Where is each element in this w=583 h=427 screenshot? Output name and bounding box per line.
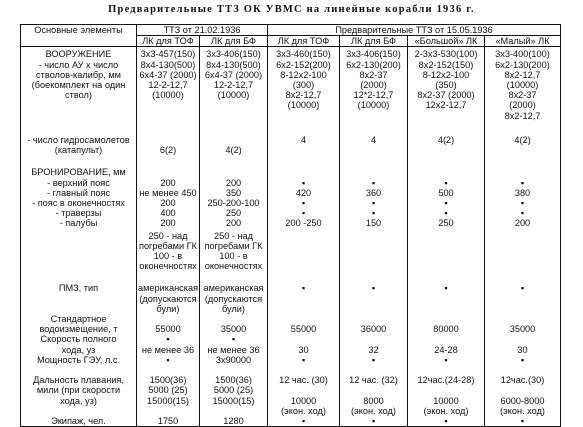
- table-cell: [137, 271, 200, 314]
- cell-value: (2000): [509, 100, 536, 111]
- cell-value: 3х3-406(150): [206, 49, 261, 60]
- table-row-seaplanes: [21, 121, 561, 155]
- row-label-line: Дальность плавания,: [33, 375, 124, 386]
- cell-value: (экон. ход): [423, 405, 469, 416]
- cell-value: 200 -250: [285, 218, 322, 229]
- table-row-speed: [21, 334, 561, 354]
- cell-value: 380: [514, 187, 531, 198]
- cell-value: (10000): [217, 90, 250, 101]
- cell-value: 350: [225, 187, 242, 198]
- table-cell: [268, 416, 340, 427]
- row-label-line: - главный пояс: [46, 187, 111, 198]
- cell-value: 12 час. (32): [349, 375, 398, 386]
- cell-value: 32: [368, 344, 379, 355]
- table-cell: [408, 155, 485, 228]
- table-row-armor: [21, 155, 561, 228]
- cell-value: [269, 334, 338, 344]
- cell-value: (10000): [506, 80, 539, 91]
- cell-value: (10000): [152, 90, 184, 101]
- cell-value: 8х2-152(150): [418, 59, 474, 70]
- cell-value: [269, 157, 338, 167]
- cell-value: 1500(36): [215, 375, 252, 386]
- header-col-5: «Большой» ЛК: [408, 36, 485, 47]
- cell-value: ▪: [301, 208, 306, 219]
- cell-value: [341, 231, 406, 241]
- cell-value: ▪: [301, 283, 306, 294]
- cell-value: [341, 334, 406, 344]
- cell-value: 12-2-12,7: [148, 80, 188, 91]
- cell-value: ▪: [371, 283, 376, 294]
- row-label: [21, 416, 137, 427]
- cell-value: ▪: [444, 415, 448, 426]
- table-cell: [137, 365, 200, 416]
- cell-value: 200: [225, 177, 242, 188]
- table-cell: [268, 121, 340, 155]
- cell-value: [409, 334, 483, 344]
- row-label-line: - число АУ х число: [38, 59, 119, 70]
- cell-value: (экон. ход): [351, 405, 396, 416]
- cell-value: ▪: [520, 198, 525, 209]
- row-label: [21, 271, 137, 314]
- cell-value: 3х3-406(150): [346, 49, 401, 60]
- cell-value: 8х2-12,7: [285, 90, 322, 101]
- cell-value: [269, 231, 338, 241]
- cell-value: не менее 36: [207, 344, 260, 355]
- cell-value: 6х2-152(200): [276, 59, 331, 70]
- header-col-6: «Малый» ЛК: [485, 36, 561, 47]
- table-cell: [485, 229, 561, 272]
- cell-value: 8х2-37: [508, 90, 537, 101]
- cell-value: ▪: [520, 415, 525, 426]
- table-cell: [408, 121, 485, 155]
- cell-value: 6000-8000: [500, 395, 545, 406]
- cell-value: 150: [365, 218, 382, 229]
- row-label-line: [22, 231, 135, 241]
- cell-value: 200: [160, 218, 176, 229]
- cell-value: 35000: [509, 324, 536, 335]
- cell-value: 3х3-460(150): [276, 49, 331, 60]
- cell-value: 4(2): [514, 134, 531, 145]
- row-label-line: - пояс в оконечностях: [32, 198, 125, 209]
- cell-value: 4: [300, 134, 307, 145]
- cell-value: 200: [514, 218, 531, 229]
- table-cell: [485, 355, 561, 365]
- table-cell: [137, 314, 200, 334]
- cell-value: 8х2-37: [359, 69, 388, 80]
- cell-value: 250-200-100: [207, 198, 260, 209]
- cell-value: 12*2-12,7: [353, 90, 394, 101]
- header-col-3: ЛК для ТОФ: [268, 36, 340, 47]
- cell-value: [269, 167, 338, 177]
- table-cell: [268, 334, 340, 354]
- table-cell: [408, 334, 485, 354]
- table-cell: [485, 334, 561, 354]
- table-cell: [268, 155, 340, 228]
- cell-value: (2000): [360, 80, 387, 91]
- row-label-line: водоизмещение, т: [39, 324, 118, 335]
- cell-value: ▪: [371, 177, 376, 188]
- table-cell: [408, 47, 485, 121]
- cell-value: погребами ГК: [138, 240, 198, 251]
- table-cell: [137, 229, 200, 272]
- cell-value: [409, 157, 483, 167]
- header-row-groups: [21, 25, 561, 36]
- table-cell: [408, 416, 485, 427]
- cell-value: 3х3-457(150): [140, 49, 196, 60]
- table-cell: [268, 314, 340, 334]
- cell-value: [486, 385, 559, 395]
- table-cell: [340, 229, 408, 272]
- cell-value: американская: [138, 283, 199, 294]
- header-col-1: ЛК для ТОФ: [137, 36, 200, 47]
- cell-value: [201, 167, 266, 177]
- row-label: [21, 121, 137, 155]
- cell-value: 6х4-37 (2000): [139, 69, 197, 80]
- row-label-line: хода, уз): [60, 395, 97, 406]
- cell-value: (10000): [357, 100, 390, 111]
- table-cell: [485, 416, 561, 427]
- table-row-power: [21, 355, 561, 365]
- table-row-armament: [21, 47, 561, 121]
- cell-value: ▪: [371, 198, 376, 209]
- table-cell: [340, 121, 408, 155]
- row-label-line: Скорость полного: [40, 334, 117, 345]
- cell-value: 420: [295, 187, 312, 198]
- header-col-2: ЛК для БФ: [200, 36, 268, 47]
- cell-value: ▪: [520, 208, 525, 219]
- cell-value: [138, 157, 198, 167]
- table-cell: [137, 334, 200, 354]
- cell-value: [201, 314, 266, 324]
- cell-value: (экон. ход): [500, 405, 545, 416]
- table-cell: [268, 47, 340, 121]
- specs-table: [20, 24, 561, 427]
- table-cell: [200, 155, 268, 228]
- cell-value: ▪: [301, 177, 306, 188]
- row-label-line: ствол): [65, 90, 92, 101]
- cell-value: (экон. ход): [281, 405, 326, 416]
- row-label-line: БРОНИРОВАНИЕ, мм: [31, 167, 126, 178]
- cell-value: ▪: [520, 354, 525, 365]
- cell-value: [486, 231, 559, 241]
- cell-value: 55000: [290, 324, 317, 335]
- cell-value: 6х4-37 (2000): [204, 69, 263, 80]
- row-label: [21, 334, 137, 354]
- table-cell: [340, 416, 408, 427]
- cell-value: [486, 157, 559, 167]
- cell-value: ▪: [371, 208, 376, 219]
- cell-value: (300): [292, 80, 315, 91]
- cell-value: 15000(15): [147, 395, 189, 406]
- table-cell: [408, 229, 485, 272]
- cell-value: 8х2-37 (2000): [417, 90, 475, 101]
- cell-value: були): [156, 303, 180, 314]
- cell-value: ▪: [371, 354, 376, 365]
- cell-value: 200: [160, 198, 176, 209]
- cell-value: 8х2-12,7: [504, 110, 541, 121]
- cell-value: ▪: [231, 334, 236, 345]
- cell-value: погребами ГК: [204, 240, 263, 251]
- table-cell: [340, 314, 408, 334]
- table-cell: [137, 47, 200, 121]
- table-cell: [485, 47, 561, 121]
- cell-value: ▪: [444, 177, 448, 188]
- cell-value: 8000: [363, 395, 384, 406]
- table-cell: [200, 416, 268, 427]
- table-cell: [408, 365, 485, 416]
- row-label-line: (боекомплект на один: [31, 80, 126, 91]
- table-cell: [200, 334, 268, 354]
- table-row-armor-ends: [21, 229, 561, 272]
- cell-value: [341, 314, 406, 324]
- row-label-line: - верхний пояс: [47, 177, 110, 188]
- header-group-feb-1936: ТТЗ от 21.02.1936: [137, 25, 268, 36]
- table-cell: [200, 229, 268, 272]
- row-label-line: ПМЗ, тип: [58, 283, 99, 294]
- row-label-line: - палубы: [59, 218, 98, 229]
- cell-value: 100 - в: [153, 251, 183, 262]
- cell-value: 12час.(24-28): [417, 375, 475, 386]
- cell-value: (допускаются: [204, 293, 263, 304]
- table-cell: [340, 47, 408, 121]
- table-cell: [340, 334, 408, 354]
- cell-value: 500: [438, 187, 454, 198]
- cell-value: ▪: [166, 354, 170, 365]
- table-cell: [340, 155, 408, 228]
- row-label-line: мили (при скорости: [36, 385, 121, 396]
- cell-value: 8-12х2-100: [422, 69, 470, 80]
- cell-value: [409, 231, 483, 241]
- cell-value: 12х2-12,7: [425, 100, 467, 111]
- table-cell: [340, 355, 408, 365]
- table-cell: [137, 355, 200, 365]
- cell-value: [409, 314, 483, 324]
- cell-value: [409, 385, 483, 395]
- cell-value: [138, 314, 198, 324]
- document-title: Предварительные ТТЗ ОК УВМС на линейные корабли 1936 г.: [108, 4, 475, 15]
- cell-value: 1500(36): [149, 375, 187, 386]
- cell-value: 8х2-12,7: [504, 69, 541, 80]
- table-cell: [268, 229, 340, 272]
- cell-value: [341, 157, 406, 167]
- table-row-torpedo-protection: [21, 271, 561, 314]
- table-row-displacement: [21, 314, 561, 334]
- table-row-crew: [21, 416, 561, 427]
- row-label-line: хода, уз: [61, 344, 96, 355]
- cell-value: [341, 167, 406, 177]
- table-cell: [200, 365, 268, 416]
- cell-value: 5000 (25): [148, 385, 188, 396]
- cell-value: 12 час. (30): [279, 375, 328, 386]
- cell-value: 250 - над: [213, 230, 254, 241]
- table-cell: [408, 271, 485, 314]
- cell-value: ▪: [301, 198, 306, 209]
- row-label-line: - траверзы: [55, 208, 102, 219]
- row-label: [21, 229, 137, 272]
- row-label-line: (катапульт): [54, 145, 103, 156]
- cell-value: [341, 385, 406, 395]
- cell-value: 55000: [155, 324, 181, 335]
- cell-value: 100 - в: [219, 251, 248, 262]
- cell-value: (10000): [287, 100, 320, 111]
- row-label-line: Стандартное: [50, 314, 107, 325]
- cell-value: 30: [298, 344, 309, 355]
- cell-value: 360: [365, 187, 382, 198]
- cell-value: 200: [225, 218, 242, 229]
- table-cell: [137, 121, 200, 155]
- cell-value: [138, 135, 198, 145]
- row-label: [21, 155, 137, 228]
- cell-value: 12-2-12,7: [213, 80, 254, 91]
- header-col-4: ЛК для БФ: [340, 36, 408, 47]
- cell-value: 35000: [220, 324, 247, 335]
- row-label: [21, 314, 137, 334]
- table-row-range: [21, 365, 561, 416]
- cell-value: 400: [160, 208, 176, 219]
- table-cell: [408, 355, 485, 365]
- cell-value: [138, 167, 198, 177]
- cell-value: 200: [160, 177, 176, 188]
- cell-value: [269, 385, 338, 395]
- cell-value: 250: [438, 218, 454, 229]
- row-label-line: Экипаж, чел.: [51, 415, 106, 426]
- cell-value: [486, 167, 559, 177]
- cell-value: ▪: [444, 354, 448, 365]
- row-label-line: [22, 157, 135, 167]
- table-cell: [268, 271, 340, 314]
- cell-value: 4(2): [225, 145, 242, 156]
- cell-value: 250: [225, 208, 242, 219]
- table-cell: [340, 365, 408, 416]
- cell-value: [486, 334, 559, 344]
- cell-value: ▪: [301, 354, 306, 365]
- cell-value: 2-3х3-530(100): [414, 49, 478, 60]
- cell-value: ▪: [444, 198, 448, 209]
- cell-value: 6х2-130(200): [346, 59, 401, 70]
- table-cell: [268, 355, 340, 365]
- cell-value: 8х4-130(500): [140, 59, 196, 70]
- cell-value: ▪: [444, 208, 448, 219]
- row-label-line: Мощность ГЭУ, л.с.: [36, 354, 121, 365]
- cell-value: 30: [517, 344, 528, 355]
- cell-value: 250 - над: [148, 230, 188, 241]
- cell-value: 36000: [360, 324, 387, 335]
- cell-value: (350): [435, 80, 457, 91]
- table-cell: [485, 271, 561, 314]
- cell-value: 3х3-400(100): [495, 49, 550, 60]
- table-cell: [200, 121, 268, 155]
- cell-value: ▪: [520, 283, 525, 294]
- cell-value: ▪: [166, 334, 170, 345]
- cell-value: американская: [203, 283, 264, 294]
- table-cell: [200, 271, 268, 314]
- table-cell: [200, 47, 268, 121]
- cell-value: 1280: [223, 415, 244, 426]
- table-cell: [340, 271, 408, 314]
- table-cell: [485, 365, 561, 416]
- cell-value: [486, 314, 559, 324]
- cell-value: не менее 450: [139, 187, 197, 198]
- cell-value: 4: [370, 134, 377, 145]
- table-cell: [200, 314, 268, 334]
- cell-value: 6(2): [159, 145, 177, 156]
- cell-value: [409, 167, 483, 177]
- row-label-line: стволов-калибр, мм: [36, 69, 121, 80]
- table-cell: [485, 121, 561, 155]
- row-label-line: - число гидросамолетов: [27, 134, 130, 145]
- cell-value: не менее 36: [141, 344, 195, 355]
- cell-value: [269, 314, 338, 324]
- header-basic-elements: Основные элементы: [21, 25, 137, 47]
- cell-value: 12час.(30): [500, 375, 545, 386]
- cell-value: 10000: [290, 395, 317, 406]
- cell-value: [201, 135, 266, 145]
- cell-value: 6х2-130(200): [495, 59, 550, 70]
- row-label: [21, 47, 137, 121]
- header-group-may-1936: Предварительные ТТЗ от 15.05.1936: [268, 25, 561, 36]
- cell-value: ▪: [520, 177, 525, 188]
- table-cell: [485, 155, 561, 228]
- cell-value: 80000: [433, 324, 459, 335]
- cell-value: 24-28: [434, 344, 458, 355]
- row-label-line: ВООРУЖЕНИЕ: [45, 49, 112, 60]
- table-cell: [408, 314, 485, 334]
- cell-value: 5000 (25): [213, 385, 254, 396]
- cell-value: (допускаются: [139, 293, 197, 304]
- row-label: [21, 355, 137, 365]
- cell-value: [201, 157, 266, 167]
- cell-value: 8х4-130(500): [206, 59, 261, 70]
- cell-value: 3х90000: [215, 354, 252, 365]
- cell-value: 10000: [433, 395, 459, 406]
- cell-value: 4(2): [437, 134, 455, 145]
- cell-value: оконечностях: [204, 261, 263, 272]
- table-cell: [200, 355, 268, 365]
- table-cell: [485, 314, 561, 334]
- cell-value: 1750: [157, 415, 179, 426]
- cell-value: 8-12х2-100: [280, 69, 327, 80]
- cell-value: ▪: [301, 415, 306, 426]
- cell-value: оконечностях: [139, 261, 197, 272]
- row-label: [21, 365, 137, 416]
- cell-value: 15000(15): [212, 395, 255, 406]
- cell-value: ▪: [444, 283, 448, 294]
- table-cell: [268, 365, 340, 416]
- cell-value: ▪: [371, 415, 376, 426]
- table-cell: [137, 155, 200, 228]
- cell-value: були): [221, 303, 245, 314]
- table-cell: [137, 416, 200, 427]
